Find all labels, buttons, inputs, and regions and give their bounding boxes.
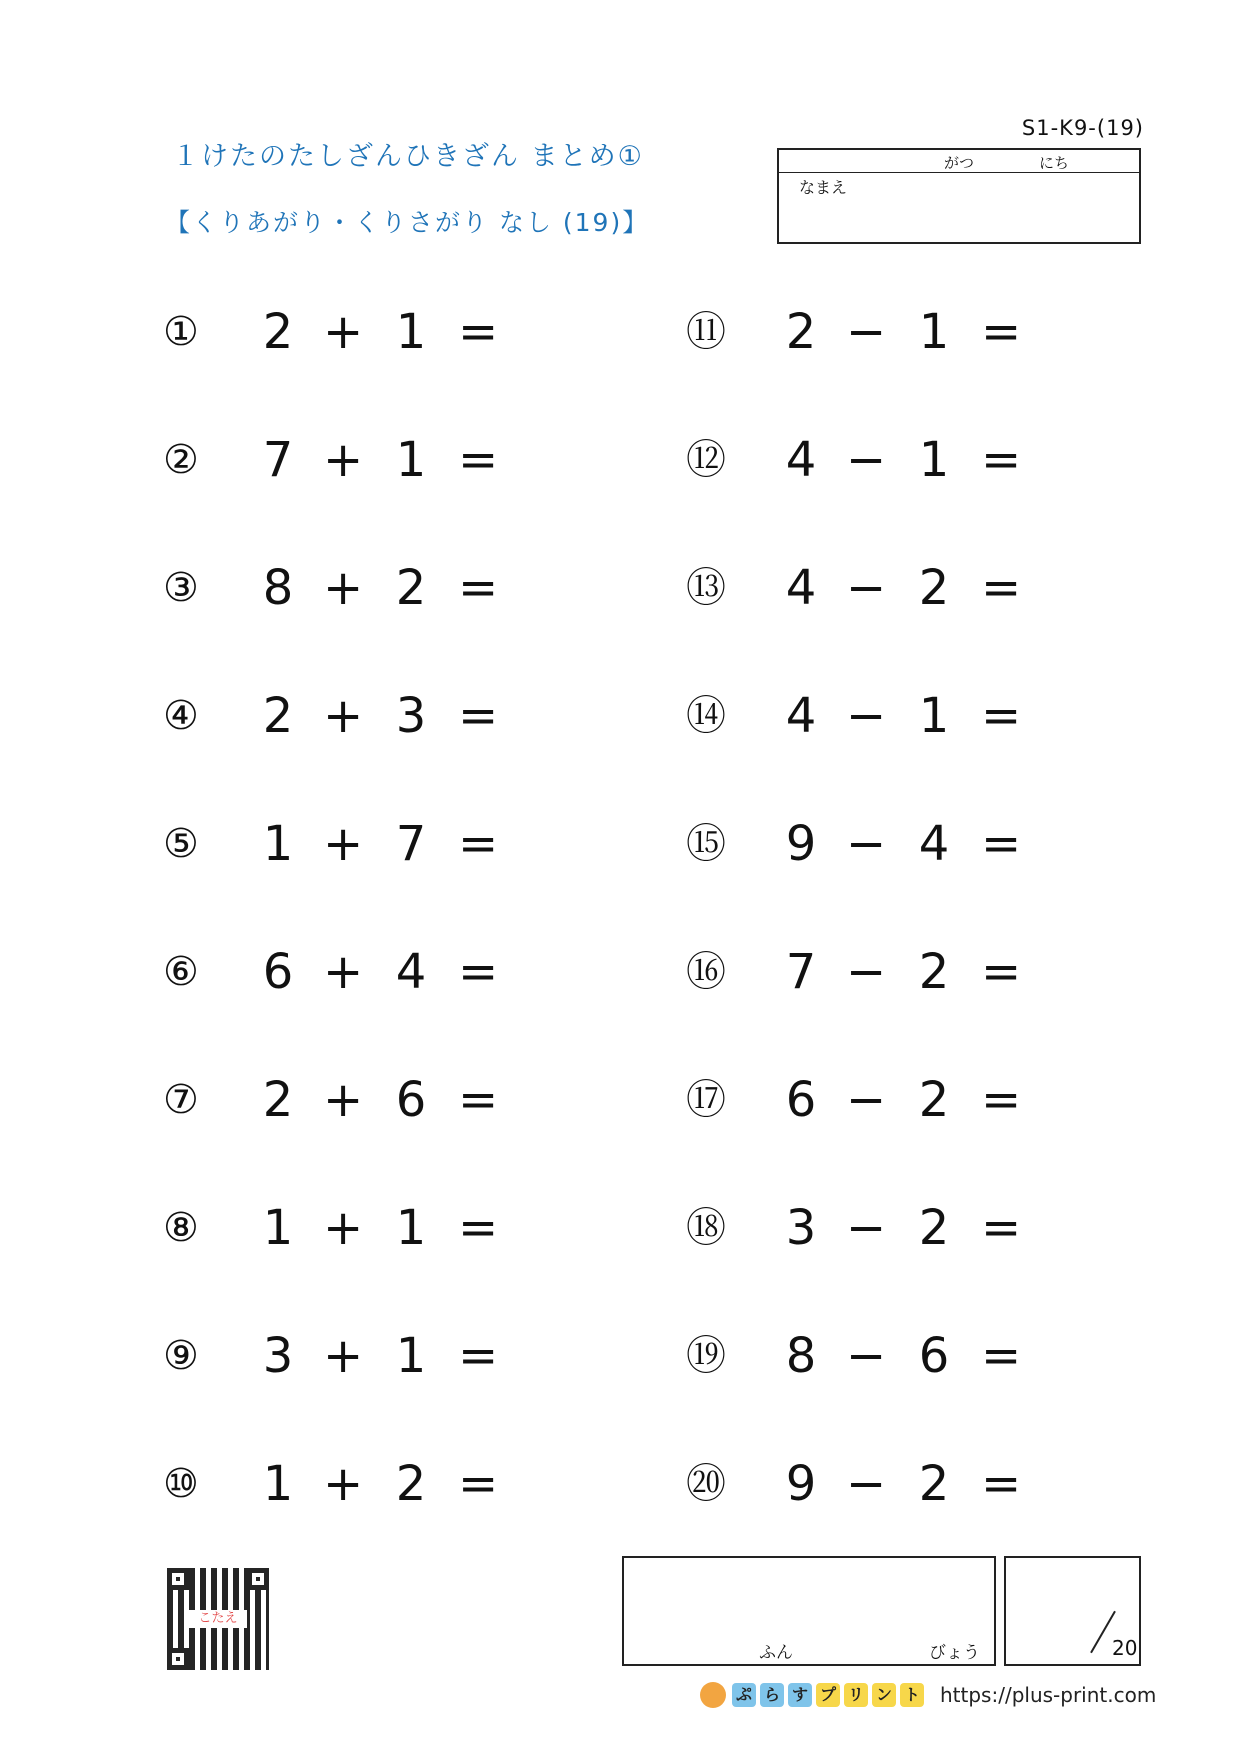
operator: + xyxy=(323,560,364,616)
brand-char: ぷ xyxy=(732,1683,756,1707)
operator: + xyxy=(323,816,364,872)
problem-number: ② xyxy=(163,437,199,483)
problem-number: ⑪ xyxy=(686,309,726,355)
equals-sign: = xyxy=(458,1328,499,1384)
problem-number: ③ xyxy=(163,565,199,611)
equals-sign: = xyxy=(458,944,499,1000)
site-url: https://plus-print.com xyxy=(940,1683,1157,1707)
operator: − xyxy=(846,688,887,744)
score-total: 20 xyxy=(1112,1636,1138,1660)
equals-sign: = xyxy=(981,1072,1022,1128)
second-operand: 1 xyxy=(395,304,427,360)
operator: − xyxy=(846,304,887,360)
brand-char: す xyxy=(788,1683,812,1707)
first-operand: 2 xyxy=(262,304,294,360)
name-label: なまえ xyxy=(799,178,848,197)
second-operand: 3 xyxy=(395,688,427,744)
name-date-box[interactable] xyxy=(777,148,1141,244)
second-operand: 2 xyxy=(395,1456,427,1512)
operator: + xyxy=(323,1072,364,1128)
first-operand: 6 xyxy=(262,944,294,1000)
operator: + xyxy=(323,688,364,744)
equals-sign: = xyxy=(981,1200,1022,1256)
problem-number: ⑥ xyxy=(163,949,199,995)
second-operand: 2 xyxy=(918,560,950,616)
brand-char: プ xyxy=(816,1683,840,1707)
operator: − xyxy=(846,1456,887,1512)
problem-number: ⑮ xyxy=(686,821,726,867)
first-operand: 2 xyxy=(262,1072,294,1128)
worksheet-subtitle: 【くりあがり・くりさがり なし (19)】 xyxy=(165,208,650,237)
problem-number: ⑧ xyxy=(163,1205,199,1251)
operator: − xyxy=(846,432,887,488)
answer-qr-code[interactable] xyxy=(167,1568,269,1670)
equals-sign: = xyxy=(981,560,1022,616)
problem-number: ⑲ xyxy=(686,1333,726,1379)
second-operand: 2 xyxy=(918,1072,950,1128)
second-operand: 6 xyxy=(918,1328,950,1384)
operator: − xyxy=(846,816,887,872)
second-operand: 1 xyxy=(918,432,950,488)
second-operand: 1 xyxy=(395,1200,427,1256)
brand-char: ン xyxy=(872,1683,896,1707)
mascot-icon xyxy=(700,1682,726,1708)
operator: + xyxy=(323,1328,364,1384)
first-operand: 1 xyxy=(262,816,294,872)
operator: + xyxy=(323,432,364,488)
problem-number: ⑫ xyxy=(686,437,726,483)
minute-label: ふん xyxy=(759,1643,793,1663)
operator: − xyxy=(846,1328,887,1384)
brand-name xyxy=(732,1683,928,1707)
first-operand: 8 xyxy=(262,560,294,616)
problem-number: ⑱ xyxy=(686,1205,726,1251)
second-operand: 1 xyxy=(918,688,950,744)
second-operand: 1 xyxy=(918,304,950,360)
equals-sign: = xyxy=(458,816,499,872)
operator: − xyxy=(846,560,887,616)
operator: − xyxy=(846,944,887,1000)
time-box[interactable] xyxy=(622,1556,996,1666)
second-operand: 4 xyxy=(918,816,950,872)
date-row xyxy=(779,150,1139,173)
score-box[interactable] xyxy=(1004,1556,1141,1666)
equals-sign: = xyxy=(458,432,499,488)
equals-sign: = xyxy=(981,944,1022,1000)
first-operand: 3 xyxy=(785,1200,817,1256)
first-operand: 4 xyxy=(785,560,817,616)
equals-sign: = xyxy=(458,304,499,360)
second-operand: 2 xyxy=(918,944,950,1000)
second-operand: 2 xyxy=(918,1456,950,1512)
operator: − xyxy=(846,1072,887,1128)
first-operand: 9 xyxy=(785,1456,817,1512)
equals-sign: = xyxy=(981,304,1022,360)
equals-sign: = xyxy=(981,816,1022,872)
qr-finder-icon xyxy=(167,1648,189,1670)
problem-number: ⑭ xyxy=(686,693,726,739)
qr-finder-icon xyxy=(247,1568,269,1590)
first-operand: 4 xyxy=(785,688,817,744)
problem-number: ⑩ xyxy=(163,1461,199,1507)
first-operand: 7 xyxy=(262,432,294,488)
equals-sign: = xyxy=(981,1456,1022,1512)
brand-char: ら xyxy=(760,1683,784,1707)
problem-number: ④ xyxy=(163,693,199,739)
second-operand: 6 xyxy=(395,1072,427,1128)
second-operand: 4 xyxy=(395,944,427,1000)
equals-sign: = xyxy=(458,1456,499,1512)
first-operand: 9 xyxy=(785,816,817,872)
second-operand: 7 xyxy=(395,816,427,872)
problem-number: ⑰ xyxy=(686,1077,726,1123)
equals-sign: = xyxy=(458,1072,499,1128)
brand-logo xyxy=(700,1680,1156,1710)
second-operand: 2 xyxy=(395,560,427,616)
second-label: びょう xyxy=(929,1643,980,1663)
first-operand: 2 xyxy=(785,304,817,360)
problem-number: ⑯ xyxy=(686,949,726,995)
problem-number: ⑨ xyxy=(163,1333,199,1379)
problem-number: ⑤ xyxy=(163,821,199,867)
first-operand: 2 xyxy=(262,688,294,744)
equals-sign: = xyxy=(458,688,499,744)
brand-char: ト xyxy=(900,1683,924,1707)
qr-finder-icon xyxy=(167,1568,189,1590)
operator: − xyxy=(846,1200,887,1256)
day-label: にち xyxy=(1039,154,1070,172)
problem-number: ⑬ xyxy=(686,565,726,611)
equals-sign: = xyxy=(981,688,1022,744)
operator: + xyxy=(323,1200,364,1256)
first-operand: 1 xyxy=(262,1200,294,1256)
first-operand: 8 xyxy=(785,1328,817,1384)
operator: + xyxy=(323,304,364,360)
worksheet-title: １けたのたしざんひきざん まとめ① xyxy=(172,141,644,172)
second-operand: 1 xyxy=(395,432,427,488)
equals-sign: = xyxy=(458,560,499,616)
second-operand: 2 xyxy=(918,1200,950,1256)
first-operand: 7 xyxy=(785,944,817,1000)
problem-number: ⑳ xyxy=(686,1461,726,1507)
equals-sign: = xyxy=(981,432,1022,488)
problem-number: ① xyxy=(163,309,199,355)
problem-number: ⑦ xyxy=(163,1077,199,1123)
operator: + xyxy=(323,944,364,1000)
first-operand: 4 xyxy=(785,432,817,488)
equals-sign: = xyxy=(458,1200,499,1256)
worksheet-code: S1-K9-(19) xyxy=(1021,116,1144,140)
operator: + xyxy=(323,1456,364,1512)
first-operand: 1 xyxy=(262,1456,294,1512)
month-label: がつ xyxy=(944,154,975,172)
first-operand: 6 xyxy=(785,1072,817,1128)
brand-char: リ xyxy=(844,1683,868,1707)
first-operand: 3 xyxy=(262,1328,294,1384)
qr-answer-label: こたえ xyxy=(189,1610,247,1628)
equals-sign: = xyxy=(981,1328,1022,1384)
second-operand: 1 xyxy=(395,1328,427,1384)
